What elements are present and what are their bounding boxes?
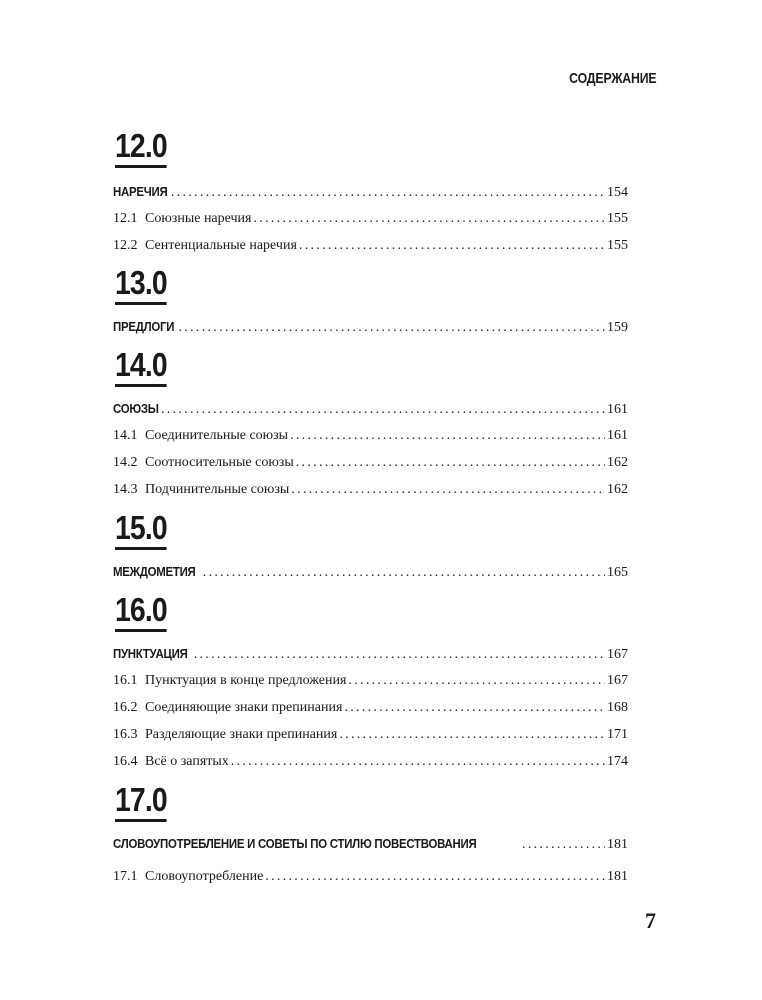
toc-entry-sub[interactable] — [113, 667, 628, 694]
toc-page-number: 165 — [607, 565, 628, 580]
chapter-16 — [113, 592, 628, 640]
dot-leader — [344, 694, 605, 721]
toc-entry-main[interactable] — [113, 830, 628, 857]
toc-page-number: 171 — [607, 727, 628, 742]
chapter-number: 12.0 — [115, 128, 167, 168]
toc-entry-sub[interactable] — [113, 721, 628, 748]
toc-entry-label: НАРЕЧИЯ — [113, 184, 168, 199]
section-number: 16.4 — [113, 754, 138, 769]
chapter-13 — [113, 265, 628, 313]
dot-leader — [296, 449, 605, 476]
dot-leader — [194, 641, 605, 667]
chapter-number: 13.0 — [115, 265, 167, 305]
toc-page-number: 161 — [607, 428, 628, 443]
toc-page-number: 162 — [607, 482, 628, 497]
toc-page-number: 161 — [607, 402, 628, 417]
chapter-15 — [113, 510, 628, 558]
page-number: 7 — [645, 908, 656, 933]
toc-entry-label: МЕЖДОМЕТИЯ — [113, 564, 196, 579]
section-number: 14.1 — [113, 428, 138, 443]
section-number: 14.3 — [113, 482, 138, 497]
toc-entry-label: Словоупотребление — [145, 869, 264, 884]
toc-page-number: 181 — [607, 869, 628, 884]
dot-leader — [290, 422, 605, 449]
toc-entry-main[interactable] — [113, 313, 628, 340]
toc-entry-label: СОЮЗЫ — [113, 401, 159, 416]
chapter-12 — [113, 128, 628, 178]
toc-page-number: 181 — [607, 837, 628, 852]
toc-entry-sub[interactable] — [113, 476, 628, 503]
toc-entry-sub[interactable] — [113, 863, 628, 890]
toc-entry-main[interactable] — [113, 640, 628, 667]
dot-leader — [231, 748, 605, 775]
dot-leader — [171, 179, 605, 205]
section-number: 12.2 — [113, 238, 138, 253]
section-number: 16.2 — [113, 700, 138, 715]
dot-leader — [179, 314, 606, 340]
toc-page-number: 154 — [607, 185, 628, 200]
dot-leader — [348, 667, 605, 694]
dot-leader — [522, 831, 605, 857]
toc-entry-label: Союзные наречия — [145, 211, 252, 226]
toc-entry-label: Подчинительные союзы — [145, 482, 290, 497]
toc-page-number: 167 — [607, 673, 628, 688]
section-number: 12.1 — [113, 211, 138, 226]
dot-leader — [299, 232, 605, 259]
section-number: 14.2 — [113, 455, 138, 470]
toc-page-number: 167 — [607, 647, 628, 662]
chapter-number: 16.0 — [115, 592, 167, 632]
toc-entry-sub[interactable] — [113, 748, 628, 775]
toc-entry-label: Разделяющие знаки препинания — [145, 727, 338, 742]
toc-page-number: 174 — [607, 754, 628, 769]
section-number: 16.1 — [113, 673, 138, 688]
section-number: 17.1 — [113, 869, 138, 884]
toc-entry-sub[interactable] — [113, 422, 628, 449]
dot-leader — [253, 205, 605, 232]
toc-entry-main[interactable] — [113, 395, 628, 422]
toc-entry-sub[interactable] — [113, 205, 628, 232]
toc-entry-label: Соединительные союзы — [145, 428, 289, 443]
toc-page-number: 155 — [607, 211, 628, 226]
section-number: 16.3 — [113, 727, 138, 742]
toc-entry-sub[interactable] — [113, 449, 628, 476]
dot-leader — [339, 721, 605, 748]
toc-entry-sub[interactable] — [113, 694, 628, 721]
chapter-14 — [113, 347, 628, 395]
running-header-title: СОДЕРЖАНИЕ — [568, 70, 656, 87]
chapter-number: 14.0 — [115, 347, 167, 387]
table-of-contents — [113, 128, 628, 890]
toc-entry-sub[interactable] — [113, 232, 628, 259]
chapter-17 — [113, 782, 628, 830]
chapter-number: 15.0 — [115, 510, 167, 550]
toc-entry-label: Сентенциальные наречия — [145, 238, 297, 253]
toc-entry-label: ПУНКТУАЦИЯ — [113, 646, 188, 661]
toc-page-number: 159 — [607, 320, 628, 335]
toc-entry-label: Пунктуация в конце предложения — [145, 673, 347, 688]
toc-page-number: 155 — [607, 238, 628, 253]
toc-entry-main[interactable] — [113, 558, 628, 585]
toc-entry-label: Соединяющие знаки препинания — [145, 700, 343, 715]
dot-leader — [291, 476, 605, 503]
chapter-number: 17.0 — [115, 782, 167, 822]
toc-page-number: 162 — [607, 455, 628, 470]
toc-entry-label: ПРЕДЛОГИ — [113, 319, 175, 334]
dot-leader — [203, 559, 605, 585]
toc-page-number: 168 — [607, 700, 628, 715]
toc-entry-label: Всё о запятых — [145, 754, 229, 769]
toc-entry-label: СЛОВОУПОТРЕБЛЕНИЕ И СОВЕТЫ ПО СТИЛЮ ПОВЕСТВОВАНИЯ — [113, 836, 477, 851]
dot-leader — [161, 396, 605, 422]
toc-entry-main[interactable] — [113, 178, 628, 205]
dot-leader — [265, 863, 605, 890]
toc-entry-label: Соотносительные союзы — [145, 455, 294, 470]
